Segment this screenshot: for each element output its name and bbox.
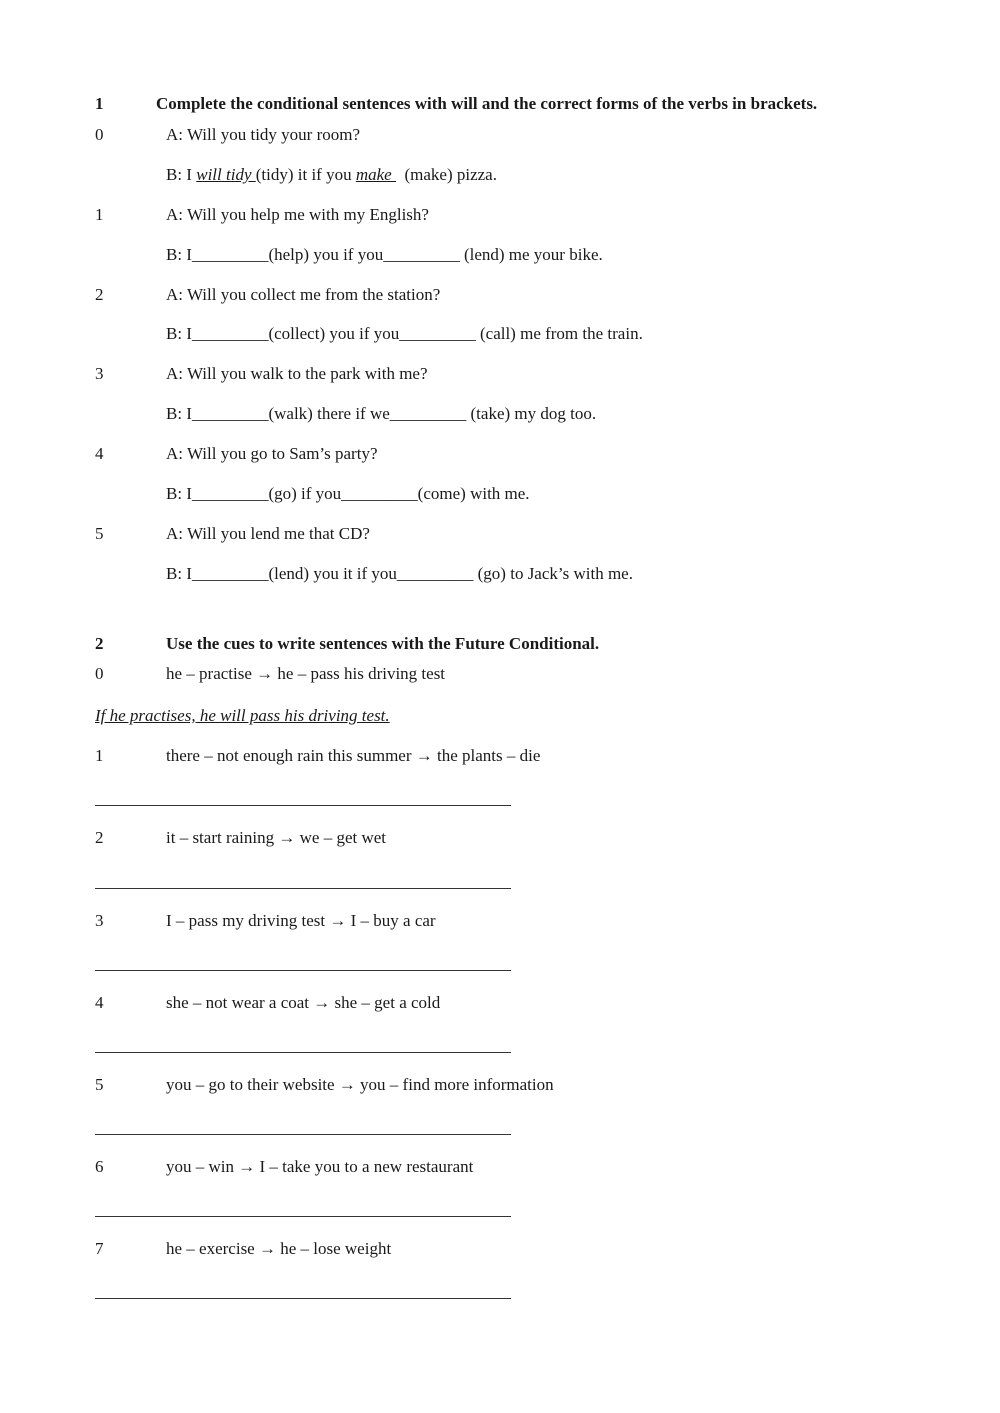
example-answer: make [355,165,396,184]
item-number: 3 [95,911,104,930]
answer-line[interactable] [95,1134,511,1135]
question-a: A: Will you tidy your room? [166,125,361,144]
cue-text: you – win → I – take you to a new restaurant [166,1157,474,1176]
item-number: 6 [95,1157,104,1176]
cue-text: he – practise → he – pass his driving test [166,664,446,683]
cue-text: it – start raining → we – get wet [166,828,387,847]
section-1-number: 1 [95,94,104,113]
item-number: 4 [95,444,104,463]
item-number: 5 [95,1075,104,1094]
answer-b-example [166,165,497,185]
example-answer: will tidy [196,165,256,184]
item-number: 5 [95,524,104,543]
answer-line[interactable] [95,805,511,806]
answer-line[interactable] [95,1052,511,1053]
answer-b-part: (make) pizza. [395,165,497,184]
answer-b[interactable]: B: I_________(help) you if you_________ (lend) me your bike. [166,245,603,264]
item-number: 2 [95,285,104,304]
question-a: A: Will you lend me that CD? [166,524,370,543]
item-number: 0 [95,664,104,683]
item-number: 4 [95,993,104,1012]
answer-b[interactable]: B: I_________(go) if you_________(come) with me. [166,484,530,503]
answer-line[interactable] [95,888,511,889]
item-number: 1 [95,746,104,765]
answer-b-part: B: I [166,165,197,184]
item-number: 7 [95,1239,104,1258]
item-number: 0 [95,125,104,144]
item-number: 1 [95,205,104,224]
cue-text: she – not wear a coat → she – get a cold [166,993,441,1012]
answer-b-part: (tidy) it if you [255,165,356,184]
cue-text: you – go to their website → you – find more information [166,1075,554,1094]
answer-b[interactable]: B: I_________(walk) there if we_________ (take) my dog too. [166,404,597,423]
question-a: A: Will you collect me from the station? [166,285,441,304]
cue-text: there – not enough rain this summer → the plants – die [166,746,541,765]
answer-line[interactable] [95,970,511,971]
question-a: A: Will you walk to the park with me? [166,364,428,383]
answer-b[interactable]: B: I_________(lend) you it if you_________ (go) to Jack’s with me. [166,564,633,583]
answer-b[interactable]: B: I_________(collect) you if you_________ (call) me from the train. [166,324,643,343]
answer-line[interactable] [95,1216,511,1217]
answer-line[interactable] [95,1298,511,1299]
question-a: A: Will you help me with my English? [166,205,429,224]
section-1-instruction: Complete the conditional sentences with will and the correct forms of the verbs in brackets. [156,94,818,113]
cue-text: I – pass my driving test → I – buy a car [166,911,436,930]
section-2-number: 2 [95,634,104,653]
cue-text: he – exercise → he – lose weight [166,1239,392,1258]
question-a: A: Will you go to Sam’s party? [166,444,378,463]
item-number: 2 [95,828,104,847]
section-2-instruction: Use the cues to write sentences with the Future Conditional. [166,634,600,653]
example-answer: If he practises, he will pass his driving test. [95,706,390,725]
item-number: 3 [95,364,104,383]
